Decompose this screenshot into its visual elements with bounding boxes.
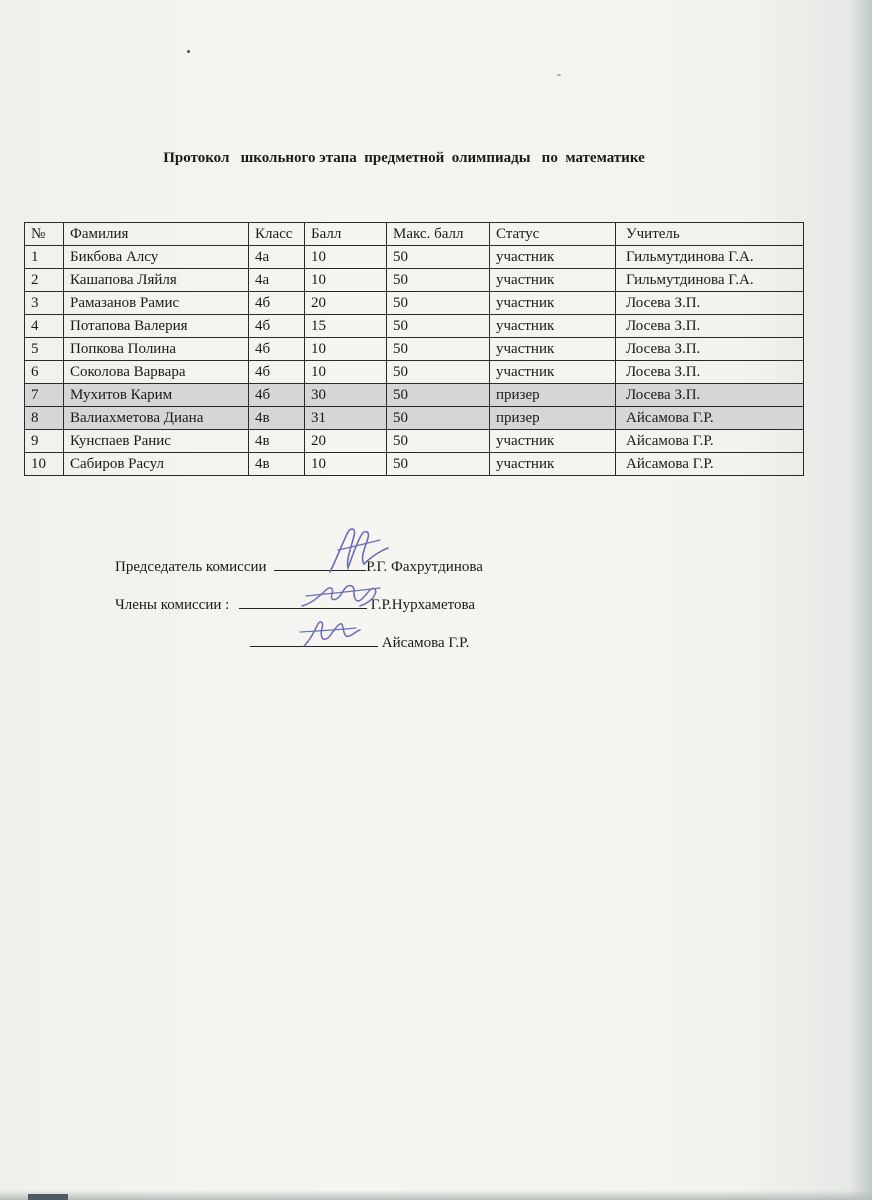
participant-status: участник <box>490 315 616 338</box>
student-name: Кашапова Ляйля <box>64 269 249 292</box>
table-header-row <box>25 223 804 246</box>
member1-handwritten-signature <box>296 576 396 616</box>
participant-status: участник <box>490 361 616 384</box>
student-grade: 4а <box>249 269 305 292</box>
row-number: 7 <box>25 384 64 407</box>
max-score: 50 <box>387 430 490 453</box>
student-score: 10 <box>305 246 387 269</box>
row-number: 6 <box>25 361 64 384</box>
chair-name: Р.Г. Фахрутдинова <box>366 559 483 575</box>
row-number: 1 <box>25 246 64 269</box>
chair-signature-line <box>115 556 483 576</box>
row-number: 4 <box>25 315 64 338</box>
chair-label: Председатель комиссии <box>115 559 267 575</box>
max-score: 50 <box>387 292 490 315</box>
table-row <box>25 246 804 269</box>
student-score: 20 <box>305 430 387 453</box>
student-grade: 4а <box>249 246 305 269</box>
results-table <box>24 222 804 476</box>
scan-speck <box>187 50 190 53</box>
max-score: 50 <box>387 338 490 361</box>
row-number: 10 <box>25 453 64 476</box>
teacher-name: Айсамова Г.Р. <box>616 430 804 453</box>
table-row <box>25 453 804 476</box>
table-row <box>25 384 804 407</box>
student-grade: 4в <box>249 453 305 476</box>
student-score: 20 <box>305 292 387 315</box>
participant-status: участник <box>490 453 616 476</box>
max-score: 50 <box>387 453 490 476</box>
student-grade: 4б <box>249 292 305 315</box>
column-header-number: № <box>25 223 64 246</box>
student-score: 15 <box>305 315 387 338</box>
student-score: 10 <box>305 453 387 476</box>
student-name: Сабиров Расул <box>64 453 249 476</box>
student-score: 10 <box>305 269 387 292</box>
student-name: Мухитов Карим <box>64 384 249 407</box>
teacher-name: Айсамова Г.Р. <box>616 453 804 476</box>
participant-status: участник <box>490 269 616 292</box>
table-row <box>25 292 804 315</box>
column-header-max-score: Макс. балл <box>387 223 490 246</box>
participant-status: призер <box>490 384 616 407</box>
row-number: 3 <box>25 292 64 315</box>
student-grade: 4в <box>249 430 305 453</box>
max-score: 50 <box>387 384 490 407</box>
column-header-score: Балл <box>305 223 387 246</box>
table-row <box>25 361 804 384</box>
max-score: 50 <box>387 246 490 269</box>
student-name: Потапова Валерия <box>64 315 249 338</box>
student-name: Соколова Варвара <box>64 361 249 384</box>
scan-edge-shadow <box>850 0 872 1200</box>
teacher-name: Лосева З.П. <box>616 315 804 338</box>
column-header-surname: Фамилия <box>64 223 249 246</box>
scan-artifact <box>28 1194 68 1200</box>
teacher-name: Лосева З.П. <box>616 361 804 384</box>
max-score: 50 <box>387 407 490 430</box>
student-name: Бикбова Алсу <box>64 246 249 269</box>
table-row <box>25 430 804 453</box>
student-grade: 4б <box>249 315 305 338</box>
student-grade: 4в <box>249 407 305 430</box>
row-number: 5 <box>25 338 64 361</box>
table-row <box>25 315 804 338</box>
student-score: 10 <box>305 361 387 384</box>
chair-handwritten-signature <box>318 522 398 582</box>
teacher-name: Лосева З.П. <box>616 384 804 407</box>
participant-status: участник <box>490 338 616 361</box>
max-score: 50 <box>387 361 490 384</box>
teacher-name: Гильмутдинова Г.А. <box>616 246 804 269</box>
student-grade: 4б <box>249 338 305 361</box>
member2-name: Айсамова Г.Р. <box>381 635 470 651</box>
column-header-teacher: Учитель <box>616 223 804 246</box>
column-header-grade: Класс <box>249 223 305 246</box>
participant-status: участник <box>490 246 616 269</box>
student-grade: 4б <box>249 361 305 384</box>
student-name: Попкова Полина <box>64 338 249 361</box>
participant-status: участник <box>490 292 616 315</box>
teacher-name: Гильмутдинова Г.А. <box>616 269 804 292</box>
row-number: 9 <box>25 430 64 453</box>
student-grade: 4б <box>249 384 305 407</box>
max-score: 50 <box>387 269 490 292</box>
member2-handwritten-signature <box>296 614 376 654</box>
student-name: Валиахметова Диана <box>64 407 249 430</box>
max-score: 50 <box>387 315 490 338</box>
member1-name: Г.Р.Нурхаметова <box>370 597 476 613</box>
row-number: 2 <box>25 269 64 292</box>
student-score: 30 <box>305 384 387 407</box>
teacher-name: Айсамова Г.Р. <box>616 407 804 430</box>
table-row <box>25 338 804 361</box>
student-score: 31 <box>305 407 387 430</box>
participant-status: участник <box>490 430 616 453</box>
members-label: Члены комиссии : <box>115 597 230 613</box>
participant-status: призер <box>490 407 616 430</box>
student-score: 10 <box>305 338 387 361</box>
student-name: Кунспаев Ранис <box>64 430 249 453</box>
student-name: Рамазанов Рамис <box>64 292 249 315</box>
teacher-name: Лосева З.П. <box>616 292 804 315</box>
teacher-name: Лосева З.П. <box>616 338 804 361</box>
table-row <box>25 407 804 430</box>
column-header-status: Статус <box>490 223 616 246</box>
row-number: 8 <box>25 407 64 430</box>
document-title: Протокол школьного этапа предметной олимпиады по математике <box>163 150 645 166</box>
scan-bottom-edge <box>0 1190 872 1200</box>
table-row <box>25 269 804 292</box>
scan-speck <box>557 74 561 76</box>
